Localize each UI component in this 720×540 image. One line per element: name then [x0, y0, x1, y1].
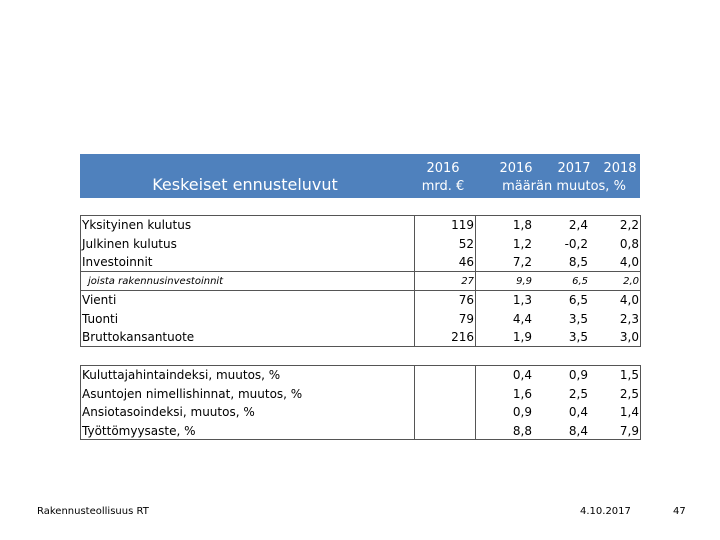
- header-2016-value: [412, 160, 474, 196]
- subrow-c2018: 2,0: [623, 276, 639, 287]
- section1-c2017: [532, 216, 588, 272]
- row-label: Julkinen kulutus: [82, 236, 177, 251]
- header-change-label: määrän muutos, %: [502, 179, 626, 194]
- section2-value-box: [414, 365, 476, 440]
- section1-c2016-2: [476, 291, 532, 347]
- footer-date: 4.10.2017: [580, 506, 631, 517]
- subrow-label: joista rakennusinvestoinnit: [88, 276, 224, 287]
- change-cell: 4,4: [512, 311, 532, 326]
- change-cell: 2,2: [619, 218, 639, 232]
- section2-labels: [82, 366, 302, 440]
- row-label: Kuluttajahintaindeksi, muutos, %: [82, 368, 281, 382]
- table-title: Keskeiset ennusteluvut: [152, 175, 338, 194]
- section1-c2016: [476, 216, 532, 272]
- change-cell: 1,9: [512, 330, 532, 344]
- change-cell: 3,0: [619, 330, 639, 344]
- value-cell: 79: [458, 311, 474, 326]
- value-cell: 76: [458, 293, 474, 307]
- change-cell: 7,9: [619, 423, 639, 438]
- row-label: Yksityinen kulutus: [82, 218, 192, 232]
- change-cell: 7,2: [512, 255, 532, 269]
- footer-org: Rakennusteollisuus RT: [37, 506, 149, 517]
- section2-c2018: [588, 366, 639, 440]
- change-cell: 1,4: [619, 405, 639, 419]
- change-cell: 1,5: [619, 368, 639, 382]
- change-cell: 2,4: [568, 218, 588, 232]
- change-cell: 8,8: [512, 423, 532, 438]
- change-cell: 8,4: [568, 423, 588, 438]
- section1-c2017-2: [532, 291, 588, 347]
- section1-labels-2: [82, 291, 194, 347]
- change-cell: 2,5: [619, 386, 639, 401]
- value-cell: 216: [451, 330, 474, 344]
- row-label: Asuntojen nimellishinnat, muutos, %: [82, 386, 303, 401]
- header-year-2017: 2017: [557, 161, 591, 176]
- section2-c2016: [476, 366, 532, 440]
- row-label: Vienti: [82, 293, 117, 307]
- header-2016-unit: mrd. €: [421, 179, 465, 194]
- subrow-c2016: 9,9: [516, 276, 532, 287]
- change-cell: 0,4: [568, 405, 588, 419]
- section1-values: [414, 216, 474, 272]
- change-cell: 2,3: [619, 311, 639, 326]
- change-cell: 3,5: [568, 311, 588, 326]
- value-cell: 119: [451, 218, 474, 232]
- value-cell: 52: [458, 236, 474, 251]
- section1-values-2: [414, 291, 474, 347]
- change-cell: 0,9: [512, 405, 532, 419]
- row-label: Bruttokansantuote: [82, 330, 195, 344]
- section1-c2018-2: [588, 291, 639, 347]
- section1-labels: [82, 216, 191, 272]
- change-cell: 3,5: [568, 330, 588, 344]
- row-label: Investoinnit: [82, 255, 153, 269]
- header-2016-year: 2016: [426, 161, 460, 176]
- change-cell: 6,5: [568, 293, 588, 307]
- change-cell: 8,5: [568, 255, 588, 269]
- section2-c2017: [532, 366, 588, 440]
- change-cell: 2,5: [568, 386, 588, 401]
- change-cell: 4,0: [619, 255, 639, 269]
- row-label: Työttömyysaste, %: [82, 423, 196, 438]
- change-cell: 0,4: [512, 368, 532, 382]
- row-label: Tuonti: [82, 311, 119, 326]
- change-cell: 0,8: [619, 236, 639, 251]
- change-cell: 1,8: [512, 218, 532, 232]
- change-cell: 1,3: [512, 293, 532, 307]
- row-label: Ansiotasoindeksi, muutos, %: [82, 405, 255, 419]
- change-cell: 1,2: [512, 236, 532, 251]
- subrow-value: 27: [461, 276, 474, 287]
- change-cell: 0,9: [568, 368, 588, 382]
- change-cell: 1,6: [512, 386, 532, 401]
- value-cell: 46: [458, 255, 474, 269]
- change-cell: 4,0: [619, 293, 639, 307]
- header-year-2018: 2018: [603, 161, 637, 176]
- subrow-c2017: 6,5: [572, 276, 588, 287]
- header-year-2016: 2016: [499, 161, 533, 176]
- section1-c2018: [588, 216, 639, 272]
- change-cell: -0,2: [564, 236, 588, 251]
- footer-page-number: 47: [673, 506, 686, 517]
